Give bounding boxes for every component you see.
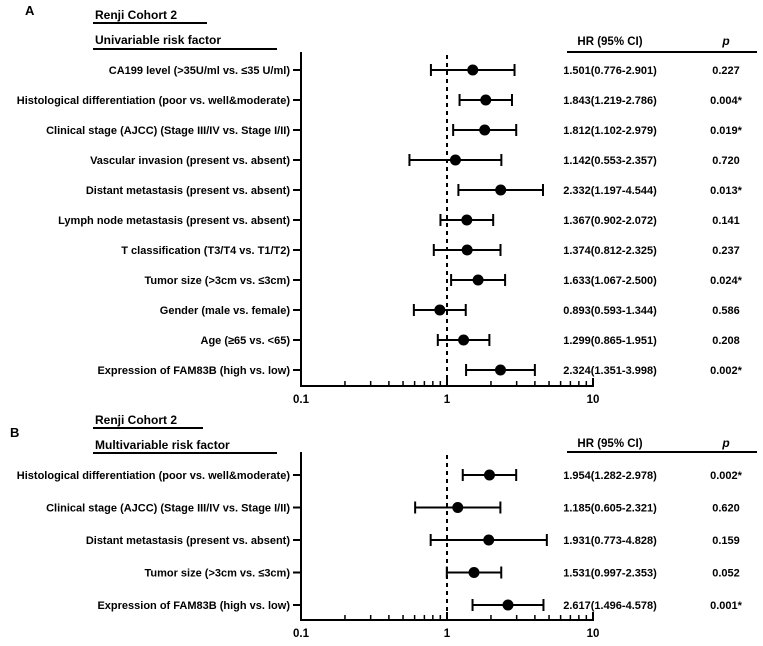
panel-b-p-column-header: p xyxy=(722,436,730,450)
panel-a-hr-point xyxy=(461,215,472,226)
panel-b-hr-point xyxy=(452,502,463,513)
panel-a-hr-point xyxy=(434,305,445,316)
panel-a-p-value: 0.004* xyxy=(710,95,742,107)
panel-b-x-axis-tick-label: 0.1 xyxy=(293,628,309,640)
panel-b-p-value: 0.620 xyxy=(712,502,740,515)
panel-a-hr-point xyxy=(467,65,478,76)
panel-b-hr-point xyxy=(502,600,513,611)
panel-b-row-label: Tumor size (>3cm vs. ≤3cm) xyxy=(144,567,290,580)
panel-a-hr-point xyxy=(458,335,469,346)
panel-a-hr-point xyxy=(473,275,484,286)
panel-b-cohort-title: Renji Cohort 2 xyxy=(95,413,178,427)
panel-b-hr-point xyxy=(484,470,495,481)
panel-a-p-value: 0.586 xyxy=(712,305,740,317)
panel-b-row-label: Histological differentiation (poor vs. well&moderate) xyxy=(16,470,290,482)
panel-a-p-value: 0.208 xyxy=(712,335,740,347)
panel-b-row-label: Distant metastasis (present vs. absent) xyxy=(85,535,290,547)
panel-a-x-axis-tick-label: 0.1 xyxy=(293,394,309,406)
panel-a-cohort-title: Renji Cohort 2 xyxy=(95,8,178,22)
panel-b-p-value: 0.001* xyxy=(710,600,742,612)
panel-a-row-label: Expression of FAM83B (high vs. low) xyxy=(97,365,290,377)
panel-b-hr-point xyxy=(483,535,494,546)
panel-a-hr-point xyxy=(479,125,490,136)
panel-a-x-axis-tick-label: 1 xyxy=(443,394,451,406)
panel-a-p-value: 0.227 xyxy=(712,65,740,77)
panel-b-subtitle: Multivariable risk factor xyxy=(95,438,230,452)
panel-a-row-label: Age (≥65 vs. <65) xyxy=(200,335,290,347)
panel-b-hr-column-header: HR (95% CI) xyxy=(577,438,643,450)
panel-a-p-column-header: p xyxy=(722,34,730,48)
panel-b-row-label: Expression of FAM83B (high vs. low) xyxy=(97,600,290,612)
panel-b-p-value: 0.159 xyxy=(712,535,740,547)
panel-a-subtitle: Univariable risk factor xyxy=(95,33,222,47)
panel-a-row-label: Gender (male vs. female) xyxy=(159,305,290,317)
panel-b-p-value: 0.002* xyxy=(710,470,742,482)
panel-a-hr-ci-value: 1.812(1.102-2.979) xyxy=(563,125,657,137)
panel-b-hr-ci-value: 1.531(0.997-2.353) xyxy=(563,567,657,580)
panel-b-hr-ci-value: 1.185(0.605-2.321) xyxy=(563,502,657,515)
panel-a-hr-ci-value: 1.299(0.865-1.951) xyxy=(563,335,657,347)
panel-a-hr-ci-value: 1.374(0.812-2.325) xyxy=(563,245,657,257)
panel-a-row-label: Tumor size (>3cm vs. ≤3cm) xyxy=(144,275,290,287)
panel-a-hr-point xyxy=(495,185,506,196)
panel-a-p-value: 0.002* xyxy=(710,365,742,377)
panel-a-hr-ci-value: 1.367(0.902-2.072) xyxy=(563,215,657,227)
panel-a-p-value: 0.237 xyxy=(712,245,740,257)
panel-b-label: B xyxy=(10,425,20,440)
panel-a-p-value: 0.013* xyxy=(710,185,742,197)
panel-a-hr-ci-value: 1.501(0.776-2.901) xyxy=(563,65,657,77)
panel-a-hr-ci-value: 2.324(1.351-3.998) xyxy=(563,365,657,377)
panel-a-row-label: T classification (T3/T4 vs. T1/T2) xyxy=(121,245,290,257)
panel-a-row-label: Vascular invasion (present vs. absent) xyxy=(90,155,290,167)
panel-b-x-axis-tick-label: 10 xyxy=(586,628,600,640)
panel-b-hr-ci-value: 1.954(1.282-2.978) xyxy=(563,470,657,482)
panel-b-x-axis-tick-label: 1 xyxy=(443,628,451,640)
panel-a-hr-point xyxy=(462,245,473,256)
panel-a-label: A xyxy=(25,3,35,18)
panel-a-hr-point xyxy=(480,95,491,106)
panel-a-hr-point xyxy=(495,365,506,376)
panel-a-row-label: Lymph node metastasis (present vs. absent) xyxy=(58,215,290,227)
panel-b-p-value: 0.052 xyxy=(712,567,740,580)
panel-a-hr-ci-value: 1.843(1.219-2.786) xyxy=(563,95,657,107)
panel-a-p-value: 0.019* xyxy=(710,125,742,137)
panel-a-hr-column-header: HR (95% CI) xyxy=(577,36,643,48)
panel-a-hr-ci-value: 1.142(0.553-2.357) xyxy=(563,155,657,167)
panel-b-hr-point xyxy=(469,567,480,578)
panel-a-hr-ci-value: 2.332(1.197-4.544) xyxy=(563,185,657,197)
panel-a-p-value: 0.024* xyxy=(710,275,742,287)
panel-b-hr-ci-value: 2.617(1.496-4.578) xyxy=(563,600,657,612)
panel-b-hr-ci-value: 1.931(0.773-4.828) xyxy=(563,535,657,547)
panel-a-row-label: Histological differentiation (poor vs. well&moderate) xyxy=(16,95,290,107)
panel-a-row-label: Clinical stage (AJCC) (Stage III/IV vs. Stage I/II) xyxy=(46,125,290,137)
panel-a-x-axis-tick-label: 10 xyxy=(586,394,600,406)
panel-a-hr-point xyxy=(450,155,461,166)
panel-a-hr-ci-value: 1.633(1.067-2.500) xyxy=(563,275,657,287)
panel-a-hr-ci-value: 0.893(0.593-1.344) xyxy=(563,305,657,317)
panel-a-row-label: Distant metastasis (present vs. absent) xyxy=(85,185,290,197)
panel-a-p-value: 0.720 xyxy=(712,155,740,167)
panel-b-row-label: Clinical stage (AJCC) (Stage III/IV vs. Stage I/II) xyxy=(46,502,290,515)
panel-a-row-label: CA199 level (>35U/ml vs. ≤35 U/ml) xyxy=(108,65,290,77)
panel-a-p-value: 0.141 xyxy=(712,215,740,227)
